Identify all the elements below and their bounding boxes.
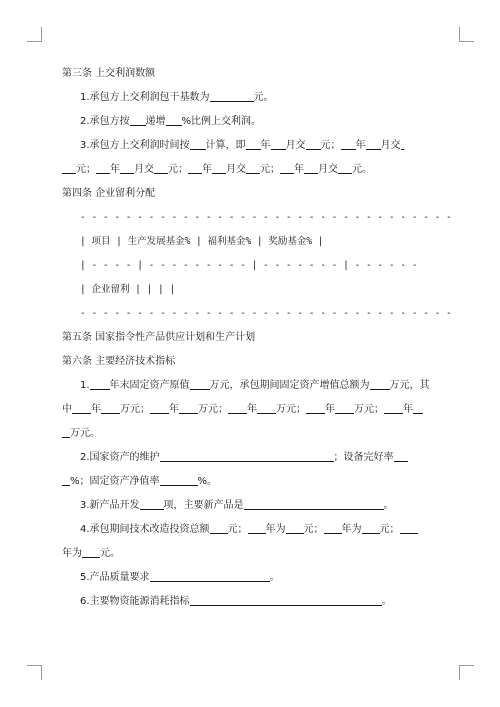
blank-field[interactable]: [188, 162, 202, 174]
article-6-item-6: 6.主要物资能源消耗指标 。: [80, 596, 392, 607]
blank-field[interactable]: [90, 378, 110, 390]
blank-field[interactable]: [413, 402, 423, 414]
article-3-item-3-line-2: 元； 年 月交 元； 年 月交 元； 年 月交 元。: [62, 158, 440, 182]
blank-field[interactable]: [166, 114, 182, 126]
article-3-item-2: 2.承包方按 递增 %比例上交利润。: [80, 116, 262, 127]
article-6-item-5: 5.产品质量要求 。: [80, 572, 280, 583]
article-3-item-3-line-1: 3.承包方上交利润时间按 计算，即 年 月交 元； 年 月交: [62, 134, 440, 158]
blank-field[interactable]: [190, 594, 382, 606]
table-border-top: - - - - - - - - - - - - - - - - - - - - - - - - - - - - - - - - -: [80, 212, 452, 223]
table-data-row: | 企业留利 | | | |: [80, 284, 176, 295]
blank-field[interactable]: [210, 90, 254, 102]
blank-field[interactable]: [190, 138, 206, 150]
blank-field[interactable]: [190, 378, 210, 390]
blank-field[interactable]: [341, 138, 356, 150]
article-6-item-4-line-1: 4.承包期间技术改造投资总额 元； 年为 元； 年为 元；: [62, 518, 440, 542]
blank-field[interactable]: [401, 138, 404, 150]
blank-field[interactable]: [335, 402, 354, 414]
blank-field[interactable]: [62, 426, 70, 438]
article-6-item-2-line-1: 2.国家资产的维护 ；设备完好率: [62, 446, 440, 470]
blank-field[interactable]: [150, 570, 270, 582]
blank-field[interactable]: [306, 402, 325, 414]
article-6-item-1-line-1: 1. 年末固定资产原值 万元，承包期间固定资产增值总额为 万元，其: [80, 380, 430, 391]
blank-field[interactable]: [101, 402, 120, 414]
article-6-heading: 第六条 主要经济技术指标: [62, 356, 176, 367]
article-3-heading: 第三条 上交利润数额: [62, 68, 156, 79]
blank-field[interactable]: [366, 138, 381, 150]
blank-field[interactable]: [154, 162, 168, 174]
blank-field[interactable]: [96, 162, 110, 174]
blank-field[interactable]: [280, 162, 294, 174]
blank-field[interactable]: [286, 522, 304, 534]
article-6-item-4-line-2: 年为 元。: [62, 548, 120, 559]
article-5-heading: 第五条 国家指令性产品供应计划和生产计划: [62, 332, 256, 343]
blank-field[interactable]: [362, 522, 380, 534]
table-border-bottom: - - - - - - - - - - - - - - - - - - - - - - - - - - - - - - - - -: [80, 308, 452, 319]
blank-field[interactable]: [304, 162, 318, 174]
blank-field[interactable]: [370, 378, 390, 390]
blank-field[interactable]: [394, 450, 408, 462]
blank-field[interactable]: [248, 522, 266, 534]
crop-mark-bottom-left: [27, 665, 42, 680]
blank-field[interactable]: [160, 450, 334, 462]
article-6-item-1-line-2: 中 年 万元； 年 万元； 年 万元； 年 万元； 年: [62, 398, 440, 422]
blank-field[interactable]: [324, 522, 342, 534]
crop-mark-top-right: [459, 27, 474, 42]
blank-field[interactable]: [257, 402, 276, 414]
blank-field[interactable]: [120, 162, 134, 174]
blank-field[interactable]: [179, 402, 198, 414]
crop-mark-top-left: [27, 27, 42, 42]
blank-field[interactable]: [82, 546, 100, 558]
crop-mark-bottom-right: [459, 665, 474, 680]
blank-field[interactable]: [228, 402, 247, 414]
blank-field[interactable]: [400, 522, 418, 534]
blank-field[interactable]: [160, 474, 198, 486]
article-3-item-1: 1.承包方上交利润包干基数为 元。: [80, 92, 274, 103]
blank-field[interactable]: [271, 138, 286, 150]
article-4-heading: 第四条 企业留利分配: [62, 188, 156, 199]
blank-field[interactable]: [212, 162, 226, 174]
blank-field[interactable]: [384, 402, 403, 414]
blank-field[interactable]: [210, 522, 228, 534]
document-body: [62, 62, 452, 614]
blank-field[interactable]: [246, 162, 260, 174]
table-separator-row: | - - - - | - - - - - - - - - | - - - - - - - | - - - - - -: [80, 260, 418, 271]
blank-field[interactable]: [72, 402, 91, 414]
blank-field[interactable]: [150, 402, 169, 414]
table-header-row: | 项目 | 生产发展基金% | 福利基金% | 奖励基金% |: [80, 236, 324, 247]
article-6-item-3: 3.新产品开发 项，主要新产品是 。: [80, 500, 394, 511]
blank-field[interactable]: [306, 138, 321, 150]
blank-field[interactable]: [62, 474, 70, 486]
article-6-item-2-line-2: %；固定资产净值率 %。: [62, 470, 440, 494]
blank-field[interactable]: [244, 498, 384, 510]
article-6-item-1-line-3: 万元。: [62, 422, 440, 446]
blank-field[interactable]: [338, 162, 352, 174]
blank-field[interactable]: [62, 162, 76, 174]
blank-field[interactable]: [140, 498, 164, 510]
blank-field[interactable]: [246, 138, 261, 150]
blank-field[interactable]: [130, 114, 146, 126]
